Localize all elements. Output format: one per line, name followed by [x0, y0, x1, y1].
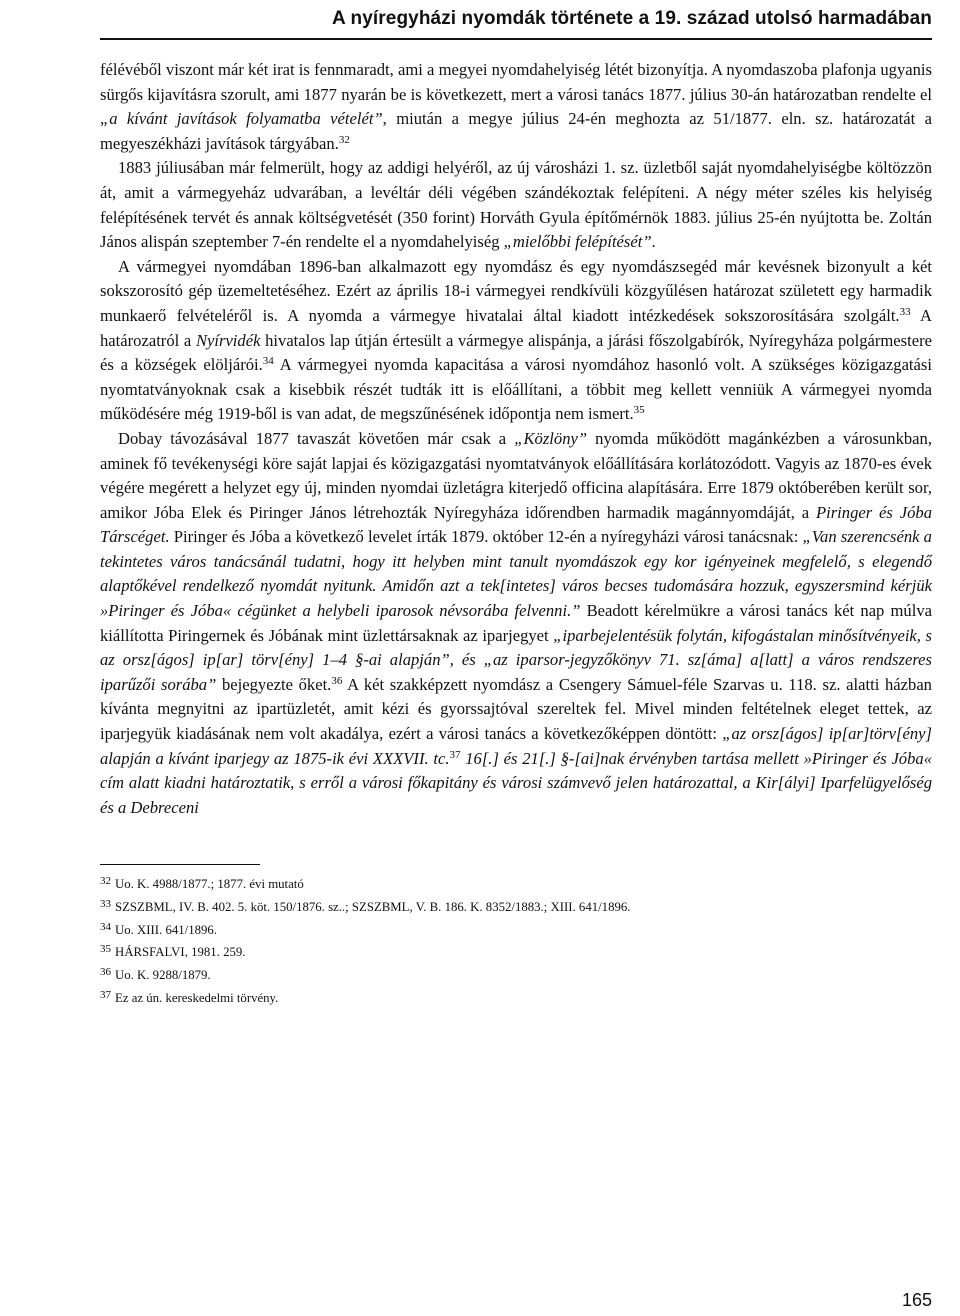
- header-rule: [100, 38, 932, 40]
- footnote-ref: 34: [262, 355, 274, 368]
- footnote-text: Ez az ún. kereskedelmi törvény.: [115, 990, 279, 1005]
- footnote-ref: 36: [331, 674, 343, 687]
- text-run: A vármegyei nyomdában 1896-ban alkalmazott egy nyomdász és egy nyomdászsegéd már kevésnek bizonyult a két sokszorosító gép üzemeltetéséhez. Ezért az április 18-i vármegyei rendkívüli közgyűlésen határozat született egy harmadik munkaerő felvételéről is. A nyomda a vármegye hivatalai által kiadott intézkedések sokszorosítására szolgált.: [100, 256, 932, 325]
- running-header: A nyíregyházi nyomdák története a 19. század utolsó harmadában: [332, 8, 932, 29]
- text-run: A vármegyei nyomda kapacitása a városi nyomdához hasonló volt. A szükséges közigazgatási nyomtatványoknak csak a kisebbik részét tudták itt is előállítani, a többit meg kellett venniük A vármegyei nyomda működésére még 1919-ből is van adat, de megszűnésének időpontja nem ismert.: [100, 355, 932, 424]
- italic-text: „mielőbbi felépítését”: [503, 232, 652, 252]
- footnote-rule: [100, 864, 260, 865]
- text-run: Dobay távozásával 1877 tavaszát követően már csak a: [118, 428, 515, 448]
- footnote: [100, 918, 932, 941]
- paragraph: [100, 255, 932, 427]
- footnote: [100, 940, 932, 963]
- footnote: [100, 986, 932, 1009]
- footnote-text: Uo. K. 9288/1879.: [115, 968, 211, 983]
- footnote-number: 33: [100, 897, 111, 910]
- footnote-number: 35: [100, 943, 111, 956]
- footnote-number: 32: [100, 875, 111, 887]
- text-run: A két szakképzett nyomdász a Csengery Sámuel-féle Szarvas u. 118. sz. alatti házban kívánta megnyitni az ipartüzletét, amit kézi és gyorssajtóval szereltek fel. Mivel minden feltételnek eleget tettek, az iparjegyük kiadásának nem volt akadálya, ezért a városi tanács a következőképpen döntött:: [100, 674, 932, 744]
- italic-text: „az orsz[ágos] ip[ar]törv[ény] alapján a kívánt iparjegy az 1875-ik évi XXXVII. tc.: [100, 724, 932, 768]
- italic-text: „iparbejelentésük folytán, kifogástalan minősítvényeik, s az orsz[ágos] ip[ar] törv[ény] 1–4 §-ai alapján”, és „az iparsor-jegyzőkönyv 71. sz[áma] a[latt] a város rendszeres iparűzői sorába”: [100, 625, 932, 694]
- paragraph: [100, 427, 932, 821]
- text-run: A határozatról a: [100, 305, 933, 350]
- italic-text: „Közlöny”: [514, 428, 588, 448]
- footnote: [100, 963, 932, 986]
- footnote-number: 37: [100, 988, 111, 1001]
- italic-text: Nyírvidék: [195, 330, 261, 350]
- footnote-ref: 32: [338, 133, 350, 146]
- page-number: 165: [901, 1290, 932, 1310]
- paragraph: [100, 58, 932, 156]
- italic-text: 16[.] és 21[.] §-[ai]nak érvényben tartása mellett »Piringer és Jóba« cím alatt kiadni határoztatik, s erről a városi főkapitány és városi számvevő jelen határozattal, a Kir[ályi] Iparfelügyelőség és a Debreceni: [100, 748, 932, 817]
- footnote: [100, 872, 932, 895]
- text-run: Piringer és Jóba a következő levelet írták 1879. október 12-én a nyíregyházi városi tanácsnak:: [169, 527, 803, 547]
- paragraph: [100, 156, 932, 254]
- body-text: [100, 58, 932, 820]
- footnote-text: Uo. XIII. 641/1896.: [115, 922, 218, 937]
- footnote-text: Uo. K. 4988/1877.; 1877. évi mutató: [115, 877, 304, 891]
- footnote-number: 34: [100, 920, 111, 933]
- text-run: , miután a megye július 24-én meghozta az 51/1877. eln. sz. határozatát a megyeszékházi javítások tárgyában.: [100, 109, 932, 153]
- footnote-ref: 35: [633, 404, 645, 417]
- text-run: 1883 júliusában már felmerült, hogy az addigi helyéről, az új városházi 1. sz. üzletből saját nyomdahelyiségbe költözzön át, amit a vármegyeház udvarában, a levéltár déli végében szándékoztak felépíteni. A négy méter széles kis helyiség felépítésének tervét és annak költségvetését (350 forint) Horváth Gyula építőmérnök 1883. július 25-én nyújtotta be. Zoltán János alispán szeptember 7-én rendelte el a nyomdahelyiség: [100, 158, 932, 252]
- text-run: bejegyezte őket.: [216, 674, 332, 694]
- text-run: Beadott kérelmükre a városi tanács két nap múlva kiállította Piringernek és Jóbának mint üzlettársaknak az iparjegyet: [100, 601, 932, 645]
- text-run: félévéből viszont már két irat is fennmaradt, ami a megyei nyomdahelyiség létét bizonyítja. A nyomdaszoba plafonja ugyanis sürgős kijavításra szorult, ami 1877 nyarán be is következett, mert a városi tanács 1877. július 30-án határozatban rendelte el: [100, 60, 932, 104]
- text-run: hivatalos lap útján értesült a vármegye alispánja, a járási főszolgabírók, Nyíregyháza polgármestere és a községek elöljárói.: [100, 330, 932, 375]
- footnote-text: HÁRSFALVI, 1981. 259.: [115, 945, 246, 960]
- text-run: nyomda működött magánkézben a városunkban, aminek fő tevékenységi köre saját lapjai és közigazgatási nyomtatványok előállítására korlátozódott. Vagyis az 1870-es évek végére megérett a helyzet egy új, minden nyomdai üzletágra kiterjedő officina alapítására. Erre 1879 októberében került sor, amikor Jóba Elek és Piringer János létrehozták Nyíregyháza időrendben harmadik magánnyomdáját, a: [100, 428, 932, 522]
- text-run: .: [651, 232, 656, 252]
- italic-text: „a kívánt javítások folyamatba vételét”: [100, 109, 383, 129]
- footnote-ref: 37: [449, 748, 461, 761]
- footnotes: [100, 872, 932, 1009]
- footnote-ref: 33: [899, 305, 911, 318]
- footnote-number: 36: [100, 966, 111, 979]
- italic-text: Piringer és Jóba Társcéget.: [100, 502, 932, 547]
- footnote-text: SZSZBML, IV. B. 402. 5. köt. 150/1876. sz..; SZSZBML, V. B. 186. K. 8352/1883.; XIII. 641/1896.: [115, 899, 631, 914]
- italic-text: „Van szerencsénk a tekintetes város tanácsánál tudatni, hogy itt helyben mint tanult nyomdászok egy kor igényeinek megfelelő, s elegendő alaptőkével rendelkező nyomdát nyitunk. Amidőn azt a tek[intetes] város becses tudomására hozzuk, egyszersmind kérjük »Piringer és Jóba« cégünket a helybeli iparosok névsorába felvenni.”: [100, 527, 932, 621]
- footnote: [100, 895, 932, 918]
